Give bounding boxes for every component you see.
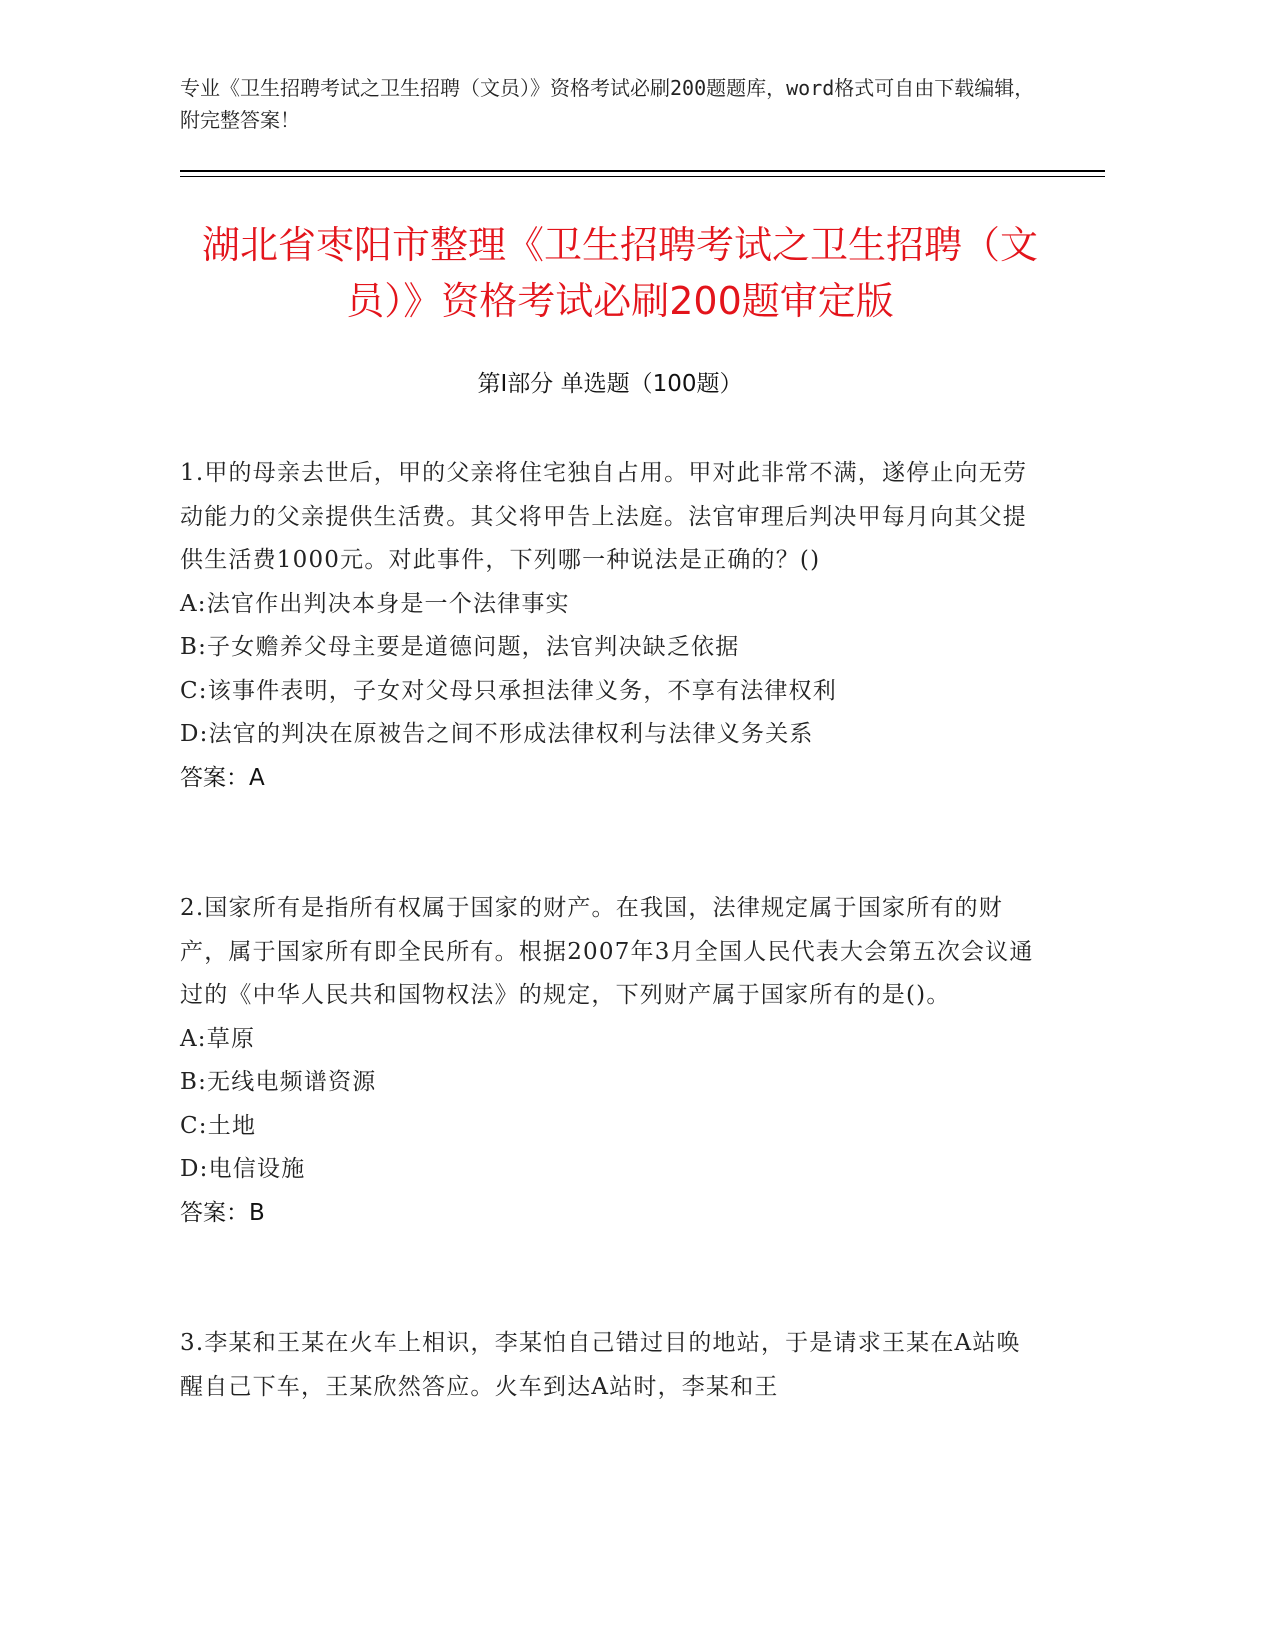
question-3 — [180, 1322, 1040, 1409]
answer: 答案：A — [180, 764, 265, 791]
question-1 — [180, 452, 1040, 800]
question-stem: 1.甲的母亲去世后，甲的父亲将住宅独自占用。甲对此非常不满，遂停止向无劳动能力的父亲提供生活费。其父将甲告上法庭。法官审理后判决甲每月向其父提供生活费1000元。对此事件，下列哪一种说法是正确的？() — [180, 460, 1028, 573]
question-stem: 3.李某和王某在火车上相识，李某怕自己错过目的地站，于是请求王某在A站唤醒自己下车，王某欣然答应。火车到达A站时，李某和王 — [180, 1330, 1021, 1400]
question-2 — [180, 887, 1040, 1235]
option-b: B:子女赡养父母主要是道德问题，法官判决缺乏依据 — [180, 634, 740, 660]
header-divider-thick — [180, 170, 1105, 172]
header-divider-thin — [180, 176, 1105, 177]
option-a: A:法官作出判决本身是一个法律事实 — [180, 590, 570, 617]
option-a: A:草原 — [180, 1025, 256, 1052]
option-d: D:电信设施 — [180, 1156, 306, 1182]
option-c: C:该事件表明，子女对父母只承担法律义务，不享有法律权利 — [180, 677, 837, 704]
header-note: 专业《卫生招聘考试之卫生招聘（文员）》资格考试必刷200题题库，word格式可自由下载编辑，附完整答案！ — [180, 76, 1035, 132]
document-title: 湖北省枣阳市整理《卫生招聘考试之卫生招聘（文员）》资格考试必刷200题审定版 — [201, 223, 1038, 323]
option-d: D:法官的判决在原被告之间不形成法律权利与法律义务关系 — [180, 721, 814, 747]
option-b: B:无线电频谱资源 — [180, 1069, 377, 1095]
answer: 答案：B — [180, 1199, 265, 1226]
question-stem: 2.国家所有是指所有权属于国家的财产。在我国，法律规定属于国家所有的财产，属于国家所有即全民所有。根据2007年3月全国人民代表大会第五次会议通过的《中华人民共和国物权法》的规定，下列财产属于国家所有的是()。 — [180, 895, 1034, 1008]
option-c: C:土地 — [180, 1112, 257, 1139]
section-title: 第Ⅰ部分 单选题（100题） — [477, 371, 743, 397]
